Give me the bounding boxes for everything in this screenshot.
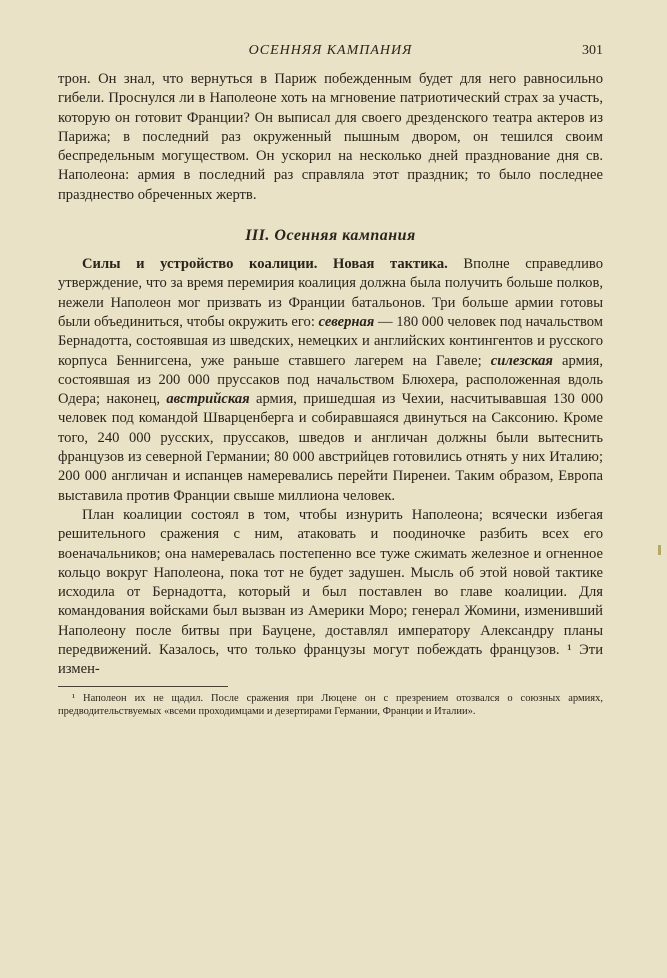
paragraph-2-text-1: Вполне справедливо утверждение, что за время перемирия коалиция должна была получить больше полков, нежели Наполеон мог призвать из Франции батальонов. Три больше армии готовы были объединиться, чтобы окружить его: [58,256,603,330]
paragraph-1: трон. Он знал, что вернуться в Париж побежденным будет для него равносильно гибели. Проснулся ли в Наполеоне хоть на мгновение патриотический страх за участь, которую он готовит Франции? Он выписал для своего дрезденского театра актеров из Парижа; в последний раз окруженный пышным двором, он тешился своим беспредельным могуществом. Он ускорил на несколько дней празднование дня св. Наполеона: армия в последний раз справляла этот праздник; то было последнее празднество обреченных жертв. [58,71,603,203]
emphasis-northern: северная [318,313,375,330]
page-edge-mark [658,545,661,555]
paragraph-2-text-2: — 180 000 человек под начальством Бернадотта, состоявшая из шведских, немецких и английских контингентов и русского корпуса Беннигсена, уже раньше ставшего лагерем на Гавеле; [58,313,603,369]
footnote-divider [58,686,228,687]
page [58,40,603,718]
page-number: 301 [582,43,603,58]
running-title: ОСЕННЯЯ КАМПАНИЯ [248,43,413,58]
paragraph-3: План коалиции состоял в том, чтобы изнурить Наполеона; всячески избегая решительного сражения с ним, атаковать и поодиночке разбить всех его военачальников; она намеревалась постепенно все туже сжимать железное и огненное кольцо вокруг Наполеона, пока тот не будет задушен. Мысль об этой новой тактике исходила от Бернадотта, который и был поставлен во главе коалиции. Для командования войсками был вызван из Америки Моро; генерал Жомини, изменивший Наполеону после битвы при Бауцене, доставлял императору Александру планы передвижений. Казалось, что только французы могут побеждать французов. ¹ Эти измен- [58,506,603,678]
page-header [58,40,603,62]
subsection-heading: Силы и устройство коалиции. Новая тактика. [82,256,448,273]
emphasis-silesian: силезская [490,352,553,369]
paragraph-2-text-4: армия, пришедшая из Чехии, насчитывавшая 130 000 человек под командой Шварценберга и собиравшаяся двинуться на Саксонию. Кроме того, 240 000 русских, пруссаков, шведов и англичан должны были вытеснить французов из северной Германии; 80 000 австрийцев готовились отнять у них Италию; 200 000 англичан и испанцев намеревались перейти Пиренеи. Таким образом, Европа выставила против Франции свыше миллиона человек. [58,391,603,504]
emphasis-austrian: австрийская [166,391,250,408]
section-heading-text: III. Осенняя кампания [245,227,416,245]
paragraph-2-text-3: армия, состоявшая из 200 000 пруссаков под начальством Блюхера, расположенная вдоль Одера; наконец, [58,352,603,408]
paragraph-2 [58,255,603,506]
section-heading [58,227,603,245]
footnote: ¹ Наполеон их не щадил. После сражения при Люцене он с презрением отозвался о союзных армиях, предводительствуемых «всеми проходимцами и дезертирами Германии, Франции и Италии». [58,692,603,717]
